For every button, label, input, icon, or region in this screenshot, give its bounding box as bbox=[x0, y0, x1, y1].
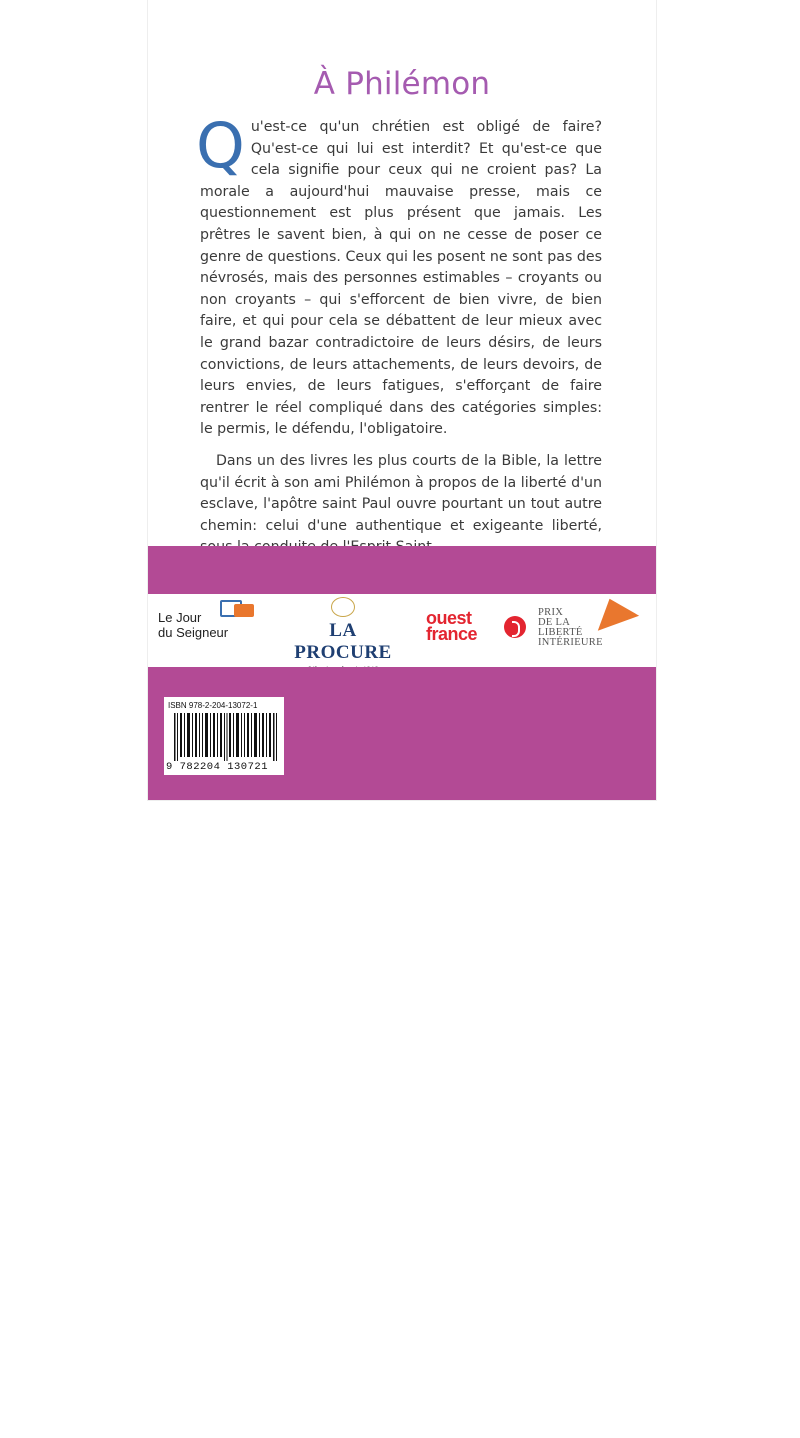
blurb bbox=[196, 109, 602, 600]
price-label: 10 € bbox=[614, 1428, 632, 1438]
speech-bubble-icon bbox=[234, 604, 254, 617]
logo-la-procure bbox=[282, 597, 404, 674]
logo-ouest-france bbox=[426, 610, 477, 642]
logo-text-line: DE LA bbox=[538, 617, 571, 628]
logo-text bbox=[538, 608, 603, 648]
blurb-paragraph-1 bbox=[196, 109, 602, 441]
logo-text: ouest bbox=[426, 608, 472, 628]
isbn-label: ISBN 978-2-204-13072-1 bbox=[168, 701, 258, 710]
logo-text: Le Jour bbox=[158, 610, 202, 625]
ouest-france-icon bbox=[504, 616, 526, 638]
logo-text: du Seigneur bbox=[158, 625, 229, 640]
blurb-paragraph-2: Dans un des livres les plus courts de la Bible, la lettre qu'il écrit à son ami Philémon à propos de la liberté d'un esclave, l'apôtre saint Paul ouvre pourtant un tout autre chemin: celui d'une authentique et exigeante liberté, bbox=[200, 452, 602, 534]
logo-le-jour-du-seigneur bbox=[158, 610, 228, 640]
logo-text-line: INTÉRIEURE bbox=[538, 637, 603, 648]
barcode-icon bbox=[174, 713, 278, 761]
logo-text: france bbox=[426, 624, 478, 644]
logo-text-line: PRIX bbox=[538, 607, 564, 618]
emblem-icon bbox=[331, 597, 355, 617]
book-title: À Philémon bbox=[313, 66, 491, 102]
logo-text: LA PROCURE bbox=[294, 620, 392, 663]
partner-logos bbox=[148, 594, 656, 667]
barcode-digits: 9 782204 130721 bbox=[166, 761, 269, 773]
barcode-block bbox=[164, 697, 284, 775]
back-cover bbox=[148, 0, 656, 1438]
paragraph-text: u'est-ce qu'un chrétien est obligé de faire? Qu'est-ce qui lui est interdit? Et qu'est-ce que cela signifie pour ceux qui ne croient pas? La morale a aujourd'hui mauvaise presse, mais ce questionnement est plus présent que jamais. Les prêtres le savent bien, à qui on ne cesse de poser ce genre de questions. Ceux qui les posent ne sont pas des névrosés, mais des personnes estimables – croyants ou non croyants – qui s'efforcent de bien vivre, de bien faire, et qui pour cela se débattent de leur mieux avec le grand bazar contradictoire de leurs désirs, de leurs convictions, de leurs attachements, de leurs devoirs, de leurs envies, de leurs fatigues, s'efforçant de faire rentrer le réel compliqué dans des catégories simples: le permis, le défendu, l'obligatoire. bbox=[200, 119, 602, 438]
logo-text-line: LIBERTÉ bbox=[538, 627, 583, 638]
drop-cap: Q bbox=[196, 109, 245, 182]
color-band-top bbox=[148, 546, 656, 594]
